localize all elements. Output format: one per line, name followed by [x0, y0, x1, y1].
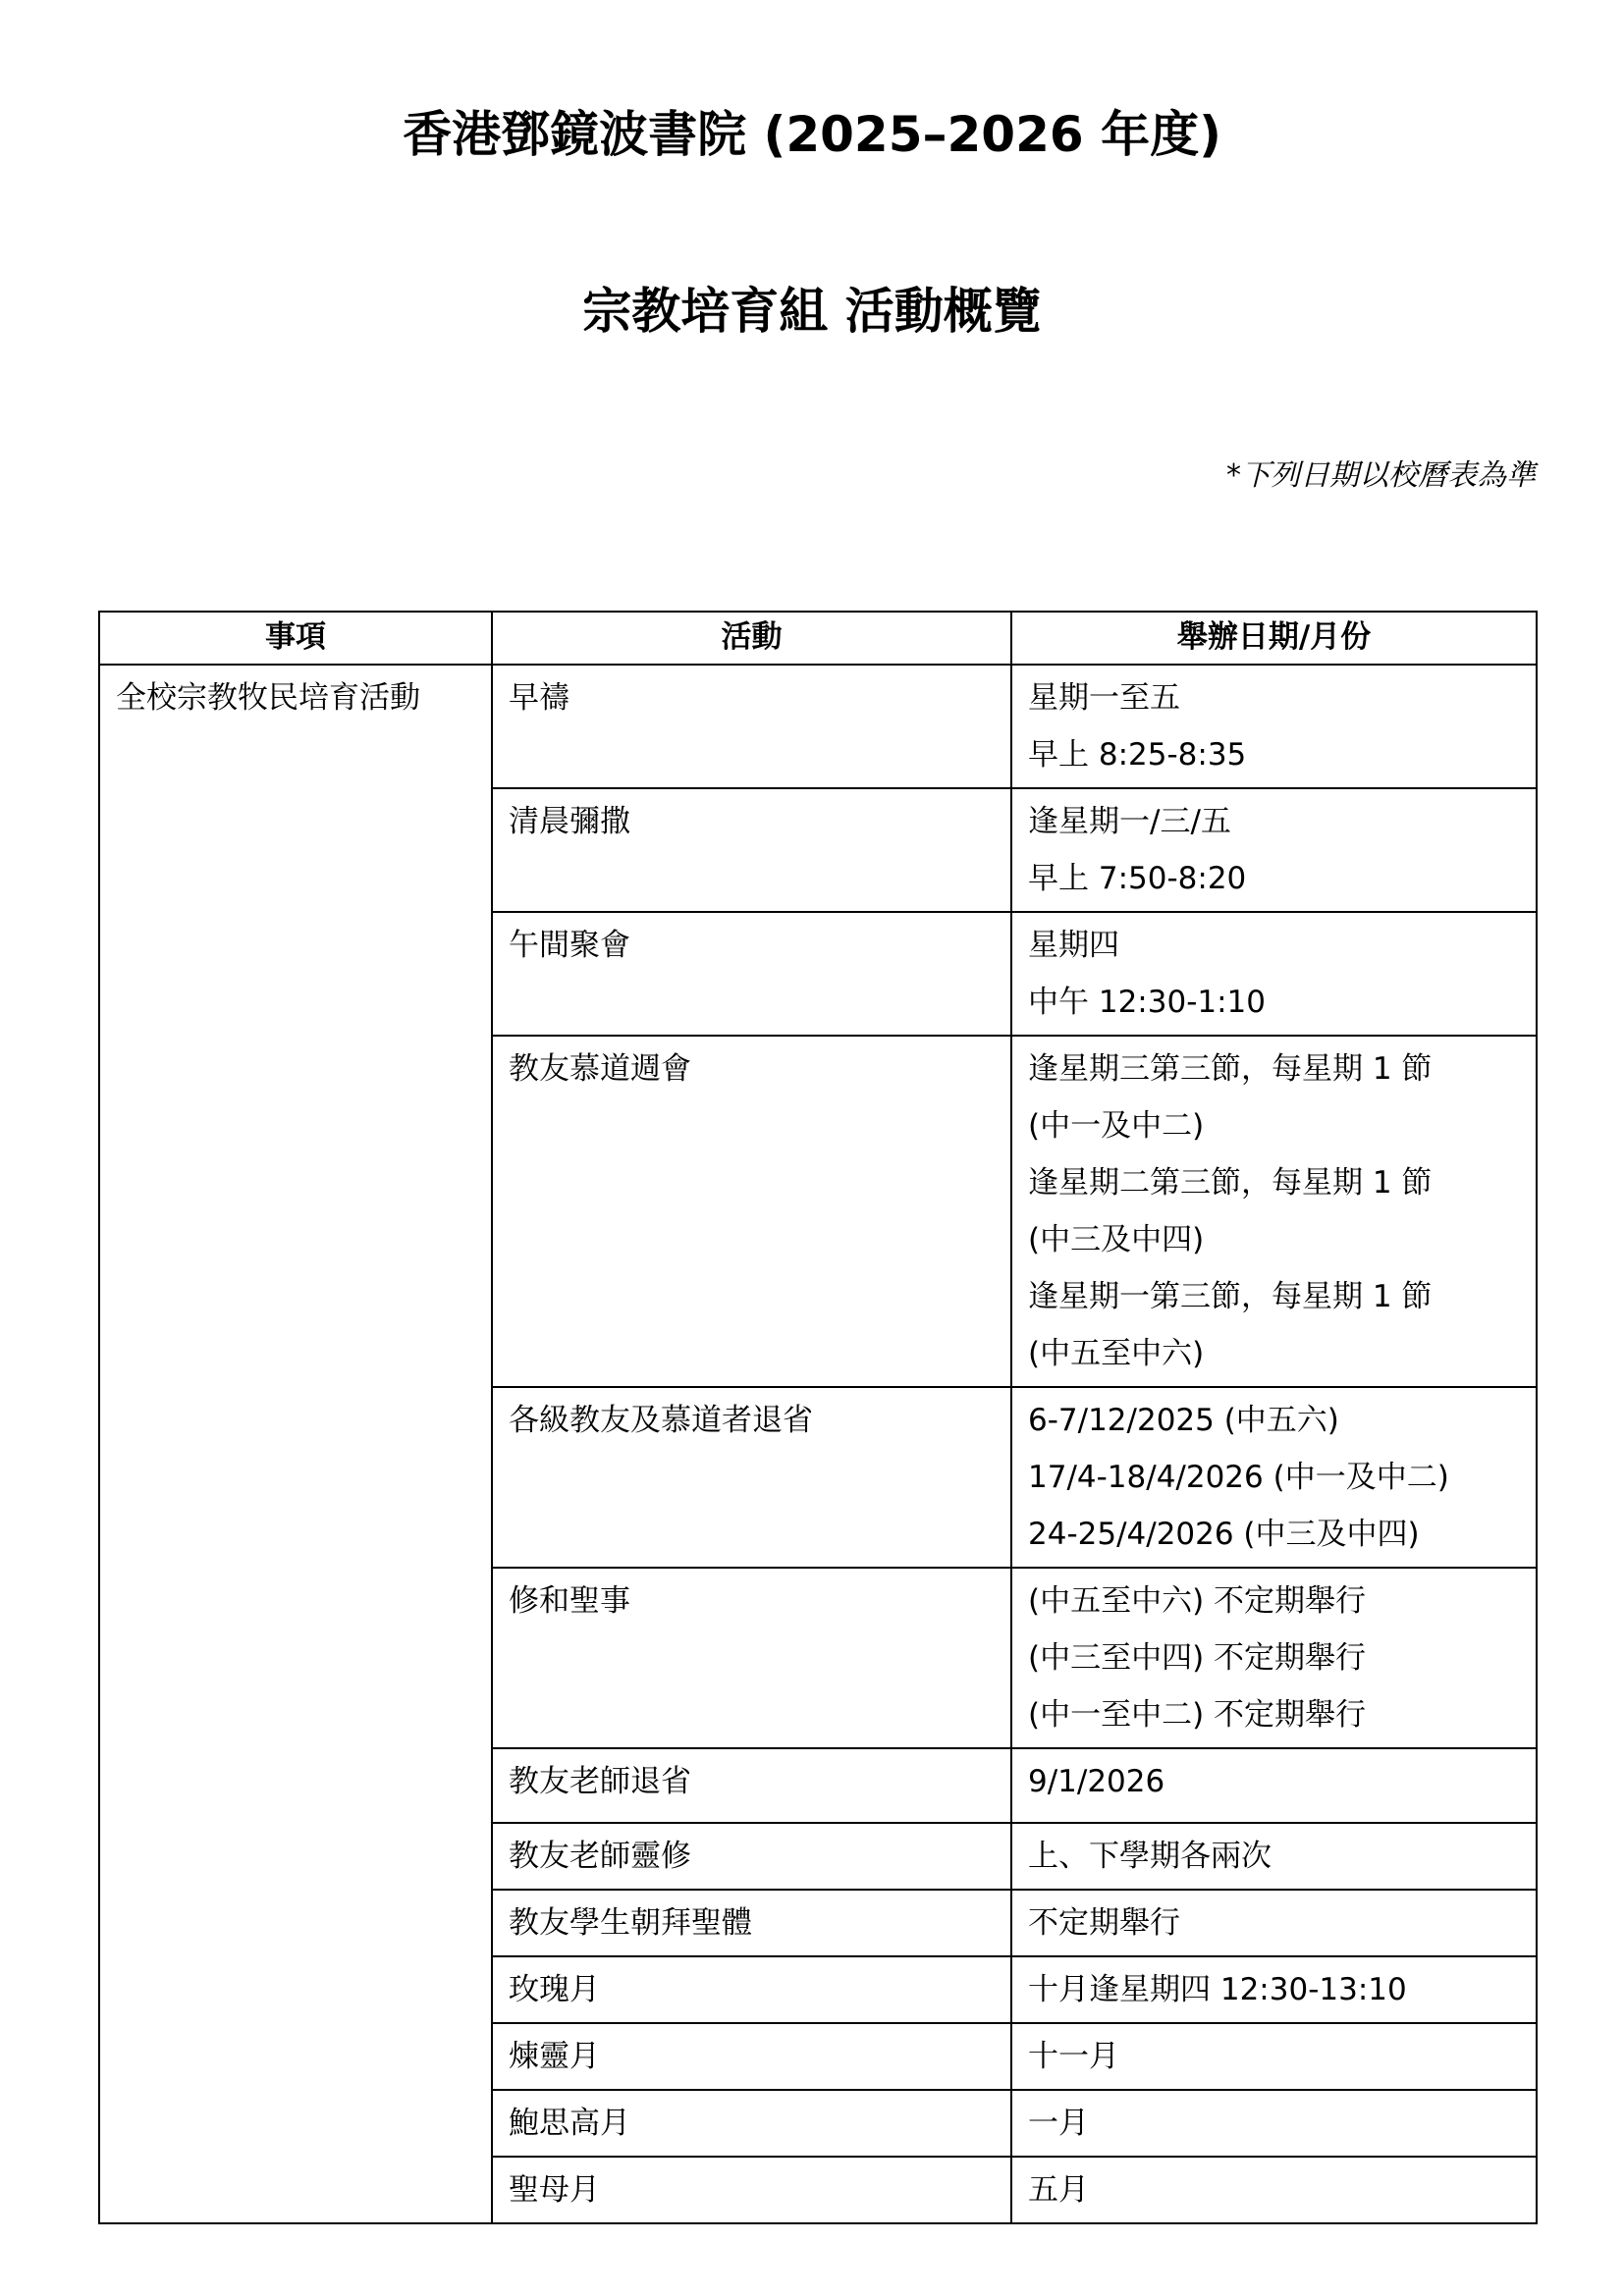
date-line: 17/4-18/4/2026 (中一及中二)	[1028, 1460, 1449, 1495]
date-line: 不定期舉行	[1028, 1905, 1180, 1941]
activity-cell: 教友老師靈修	[492, 1823, 1011, 1890]
date-line: (中三及中四)	[1028, 1222, 1205, 1257]
date-line: 上、下學期各兩次	[1028, 1839, 1272, 1874]
activity-cell: 煉靈月	[492, 2023, 1011, 2090]
activity-cell: 教友學生朝拜聖體	[492, 1890, 1011, 1956]
date-cell	[1011, 1823, 1537, 1890]
date-line: 一月	[1028, 2106, 1089, 2141]
date-cell	[1011, 2090, 1537, 2157]
date-cell	[1011, 1568, 1537, 1748]
date-note: *下列日期以校曆表為準	[1226, 458, 1536, 493]
activity-cell: 教友慕道週會	[492, 1036, 1011, 1387]
page-title: 香港鄧鏡波書院 (2025–2026 年度)	[403, 106, 1221, 163]
date-line: 逢星期一/三/五	[1028, 804, 1231, 839]
activity-cell: 各級教友及慕道者退省	[492, 1387, 1011, 1568]
date-cell	[1011, 2157, 1537, 2223]
table-row	[99, 665, 1537, 788]
date-line: 十月逢星期四 12:30-13:10	[1028, 1972, 1407, 2007]
activity-cell: 玫瑰月	[492, 1956, 1011, 2023]
date-line: 早上 8:25-8:35	[1028, 737, 1247, 773]
date-line: 十一月	[1028, 2039, 1119, 2074]
date-cell	[1011, 1890, 1537, 1956]
column-header-item: 事項	[99, 612, 492, 665]
date-line: 逢星期一第三節，每星期 1 節	[1028, 1279, 1433, 1314]
activity-cell: 鮑思高月	[492, 2090, 1011, 2157]
date-line: 星期一至五	[1028, 680, 1180, 716]
activity-cell: 教友老師退省	[492, 1748, 1011, 1823]
activity-table	[98, 611, 1538, 2224]
date-line: 中午 12:30-1:10	[1028, 985, 1266, 1020]
table-header-row	[99, 612, 1537, 665]
date-line: (中五至中六) 不定期舉行	[1028, 1583, 1367, 1619]
activity-cell: 修和聖事	[492, 1568, 1011, 1748]
column-header-date: 舉辦日期/月份	[1011, 612, 1537, 665]
date-line: 9/1/2026	[1028, 1764, 1165, 1799]
date-cell	[1011, 1036, 1537, 1387]
date-line: (中五至中六)	[1028, 1336, 1205, 1371]
date-line: 逢星期三第三節，每星期 1 節	[1028, 1051, 1433, 1087]
date-cell	[1011, 1387, 1537, 1568]
column-header-activity: 活動	[492, 612, 1011, 665]
date-cell	[1011, 2023, 1537, 2090]
date-cell	[1011, 1956, 1537, 2023]
date-cell	[1011, 912, 1537, 1036]
activity-cell: 清晨彌撒	[492, 788, 1011, 912]
date-line: 早上 7:50-8:20	[1028, 861, 1247, 896]
activity-cell: 早禱	[492, 665, 1011, 788]
date-line: (中三至中四) 不定期舉行	[1028, 1640, 1367, 1676]
date-line: (中一至中二) 不定期舉行	[1028, 1697, 1367, 1733]
date-line: 6-7/12/2025 (中五六)	[1028, 1403, 1339, 1438]
date-cell	[1011, 1748, 1537, 1823]
date-line: (中一及中二)	[1028, 1108, 1205, 1144]
activity-cell: 聖母月	[492, 2157, 1011, 2223]
date-cell	[1011, 665, 1537, 788]
date-line: 星期四	[1028, 928, 1119, 963]
table-body	[99, 665, 1537, 2223]
date-line: 五月	[1028, 2172, 1089, 2208]
category-cell: 全校宗教牧民培育活動	[99, 665, 492, 2223]
date-line: 24-25/4/2026 (中三及中四)	[1028, 1517, 1420, 1552]
activity-cell: 午間聚會	[492, 912, 1011, 1036]
date-line: 逢星期二第三節，每星期 1 節	[1028, 1165, 1433, 1201]
date-cell	[1011, 788, 1537, 912]
page-subtitle: 宗教培育組 活動概覽	[582, 283, 1042, 340]
